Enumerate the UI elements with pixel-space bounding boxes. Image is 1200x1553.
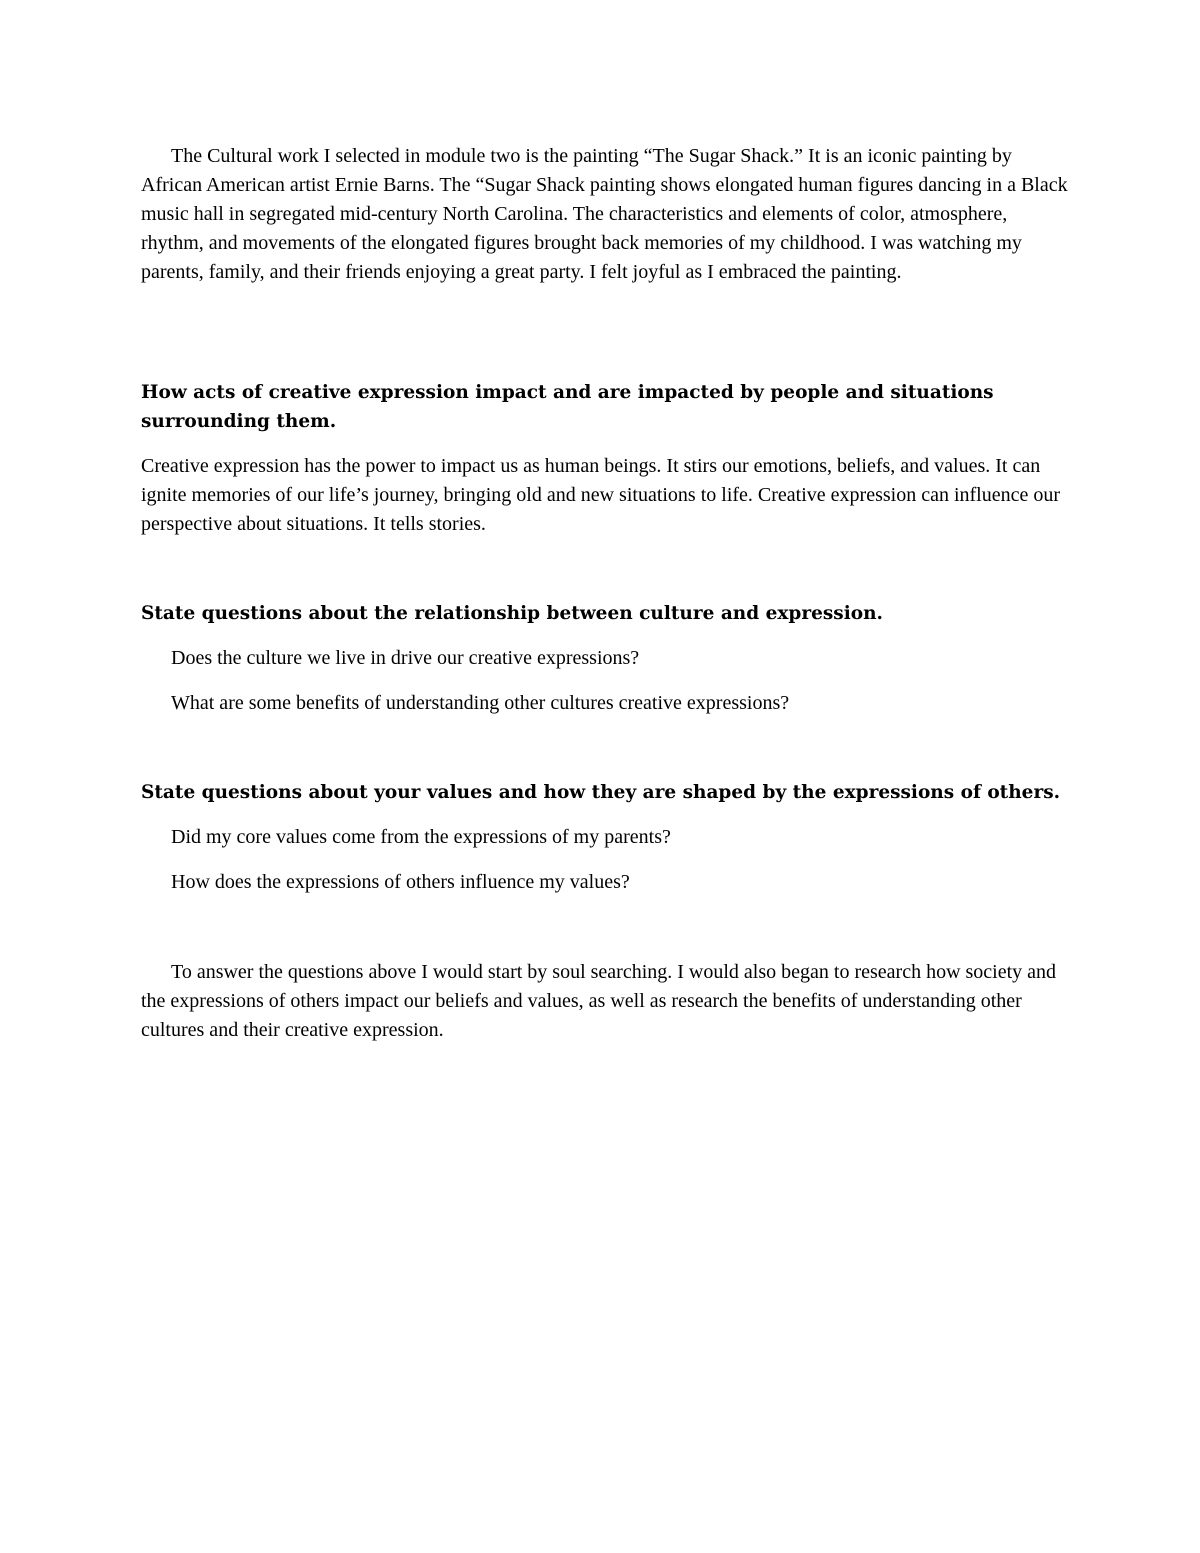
section-heading: State questions about the relationship between culture and expression. xyxy=(141,603,883,624)
intro-paragraph: The Cultural work I selected in module two is the painting “The Sugar Shack.” It is an iconic painting by African American artist Ernie Barns. The “Sugar Shack painting shows elongated human figures dancing in a Black music hall in segregated mid-century North Carolina. The characteristics and elements of color, atmosphere, rhythm, and movements of the elongated figures brought back memories of my childhood. I was watching my parents, family, and their friends enjoying a great party. I felt joyful as I embraced the painting. xyxy=(141,145,1068,283)
question-item: What are some benefits of understanding other cultures creative expressions? xyxy=(171,692,790,714)
conclusion-section xyxy=(141,958,1071,1045)
section-heading: How acts of creative expression impact and are impacted by people and situations surrounding them. xyxy=(141,382,994,432)
section-creative-expression-impact xyxy=(141,378,1071,539)
intro-section xyxy=(141,142,1071,287)
section-body: Creative expression has the power to impact us as human beings. It stirs our emotions, beliefs, and values. It can ignite memories of our life’s journey, bringing old and new situations to life. Creative expression can influence our perspective about situations. It tells stories. xyxy=(141,455,1061,535)
conclusion-paragraph: To answer the questions above I would start by soul searching. I would also began to research how society and the expressions of others impact our beliefs and values, as well as research the benefits of understanding other cultures and their creative expression. xyxy=(141,961,1057,1041)
question-item: How does the expressions of others influence my values? xyxy=(171,871,630,893)
question-item: Did my core values come from the expressions of my parents? xyxy=(171,826,671,848)
section-culture-expression-questions xyxy=(141,599,1071,718)
question-item: Does the culture we live in drive our creative expressions? xyxy=(171,647,640,669)
section-heading: State questions about your values and how they are shaped by the expressions of others. xyxy=(141,782,1061,803)
section-values-questions xyxy=(141,778,1071,897)
